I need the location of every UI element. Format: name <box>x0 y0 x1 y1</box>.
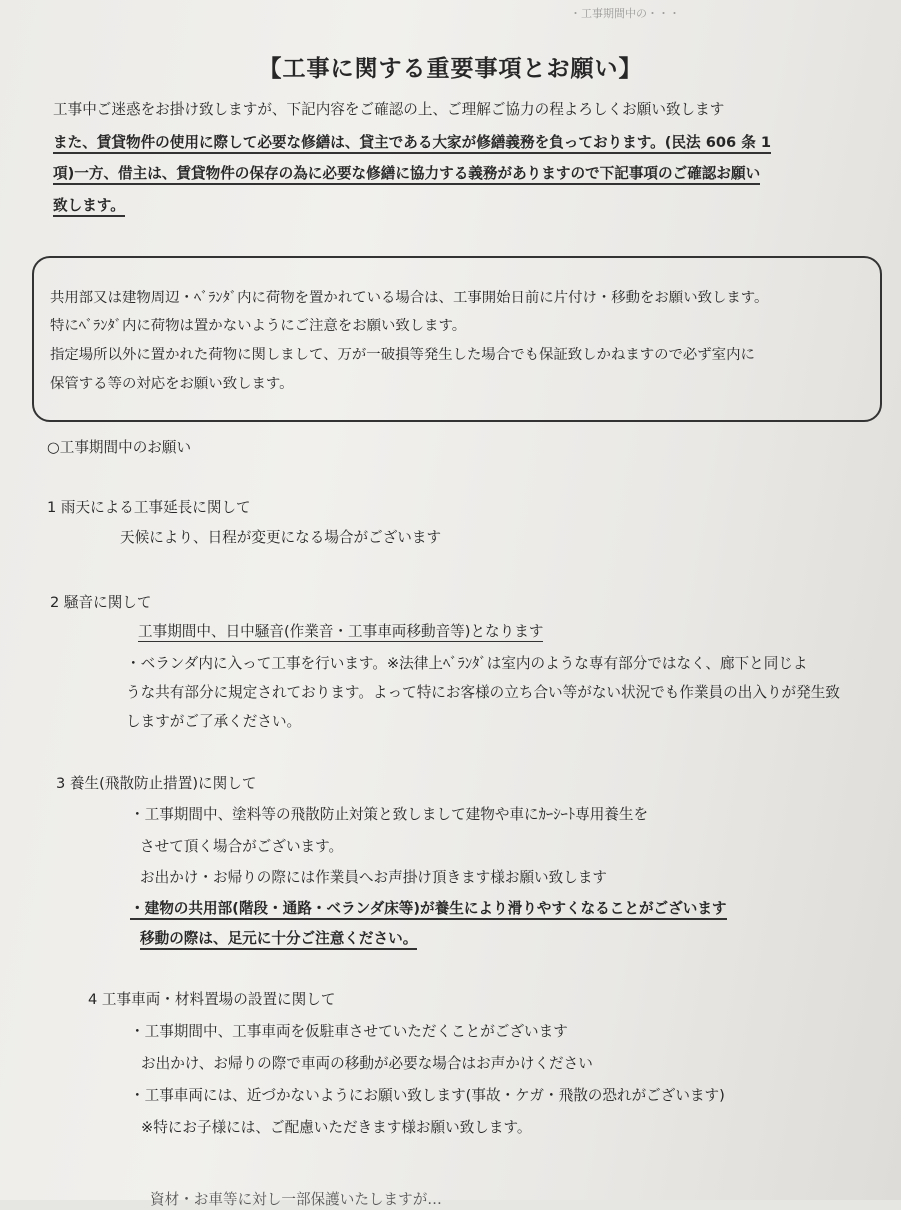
item-4-line-4: ※特にお子様には、ご配慮いただきます様お願い致します。 <box>141 1119 532 1136</box>
item-3-line-2: させて頂く場合がございます。 <box>140 838 344 855</box>
notice-line-2: 特にﾍﾞﾗﾝﾀﾞ内に荷物は置かないようにご注意をお願い致します。 <box>50 318 467 334</box>
intro-line-3-wrap <box>53 164 760 184</box>
item-2-line-2: ・ベランダ内に入って工事を行います。※法律上ﾍﾞﾗﾝﾀﾞは室内のような専有部分ではなく、廊下と同じよ <box>126 655 808 672</box>
top-fragment-text: ・工事期間中の・・・ <box>570 7 680 20</box>
intro-line-1: 工事中ご迷惑をお掛け致しますが、下記内容をご確認の上、ご理解ご協力の程よろしくお願い致します <box>53 101 725 118</box>
intro-line-3: 項)一方、借主は、賃貸物件の保存の為に必要な修繕に協力する義務がありますので下記事項のご確認お願い <box>53 165 760 185</box>
item-4-line-2: お出かけ、お帰りの際で車両の移動が必要な場合はお声かけください <box>141 1055 593 1072</box>
item-4-heading: 4 工事車両・材料置場の設置に関して <box>88 991 336 1008</box>
intro-line-4: 致します。 <box>53 197 125 217</box>
intro-line-2: また、賃貸物件の使用に際して必要な修繕は、貸主である大家が修繕義務を負っております。(民法 606 条 1 <box>53 134 771 154</box>
intro-line-2-wrap <box>53 133 771 153</box>
item-3-line-5: 移動の際は、足元に十分ご注意ください。 <box>140 930 417 950</box>
item-3-line-5-wrap <box>140 929 417 949</box>
item-2-line-1: 工事期間中、日中騒音(作業音・工事車両移動音等)となります <box>138 623 544 640</box>
item-3-line-4-wrap <box>130 899 727 919</box>
item-2-line-1-wrap <box>138 622 543 642</box>
item-2-heading: 2 騒音に関して <box>50 594 152 611</box>
item-1-line-1: 天候により、日程が変更になる場合がございます <box>120 529 442 546</box>
section-heading: ○工事期間中のお願い <box>47 439 192 456</box>
intro-line-4-wrap <box>53 196 125 216</box>
item-3-line-3: お出かけ・お帰りの際には作業員へお声掛け頂きます様お願い致します <box>140 869 608 886</box>
item-1-heading: 1 雨天による工事延長に関して <box>47 499 251 516</box>
item-2-line-3: うな共有部分に規定されております。よって特にお客様の立ち合い等がない状況でも作業員の出入りが発生致 <box>126 684 840 701</box>
notice-line-4: 保管する等の対応をお願い致します。 <box>50 376 294 392</box>
notice-line-1: 共用部又は建物周辺・ﾍﾞﾗﾝﾀﾞ内に荷物を置かれている場合は、工事開始日前に片付け・移動をお願い致します。 <box>50 290 769 306</box>
item-4-line-1: ・工事期間中、工事車両を仮駐車させていただくことがございます <box>130 1023 568 1040</box>
item-3-line-4: ・建物の共用部(階段・通路・ベランダ床等)が養生により滑りやすくなることがございます <box>130 900 727 920</box>
item-3-heading: 3 養生(飛散防止措置)に関して <box>56 775 257 792</box>
item-3-line-1: ・工事期間中、塗料等の飛散防止対策と致しまして建物や車にｶｰｼｰﾄ専用養生を <box>130 806 649 823</box>
bottom-fragment-text: 資材・お車等に対し一部保護いたしますが… <box>150 1191 442 1208</box>
notice-box <box>32 256 882 422</box>
item-4-line-3: ・工事車両には、近づかないようにお願い致します(事故・ケガ・飛散の恐れがございます) <box>130 1087 725 1104</box>
item-2-line-4: しますがご了承ください。 <box>126 713 302 730</box>
notice-line-3: 指定場所以外に置かれた荷物に関しまして、万が一破損等発生した場合でも保証致しかねますので必ず室内に <box>50 347 755 363</box>
page-title: 【工事に関する重要事項とお願い】 <box>258 56 643 82</box>
